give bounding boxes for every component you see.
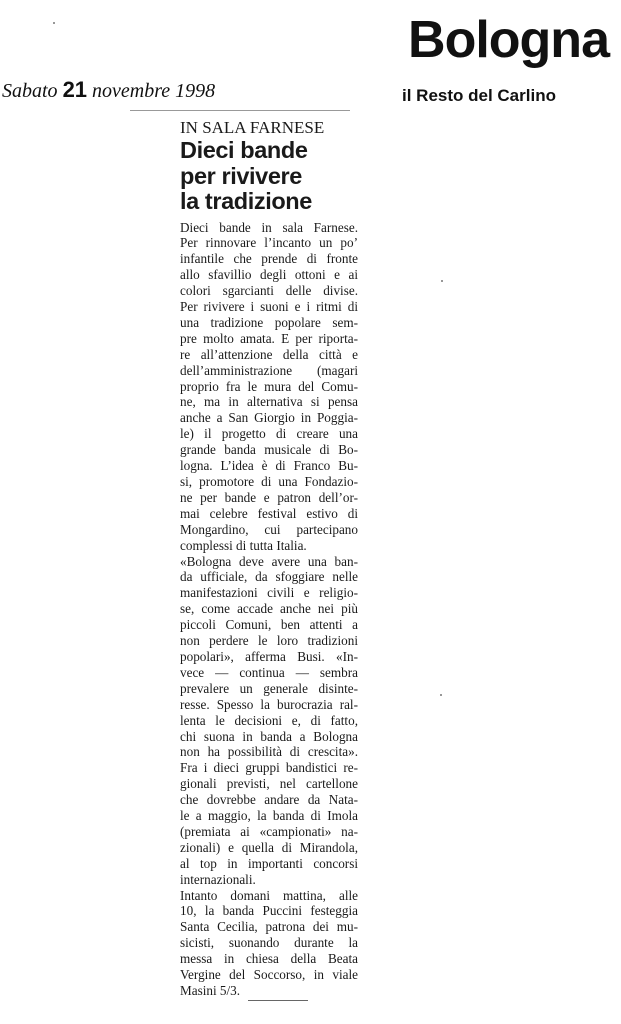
body-line: colori sgarcianti delle divise. [180, 283, 358, 299]
body-line: ne, ma in alternativa si pensa [180, 394, 358, 410]
body-line: dell’amministrazione (magari [180, 362, 358, 378]
dateline-day: 21 [62, 77, 88, 102]
body-line: logna. L’idea è di Franco Bu- [180, 458, 358, 474]
masthead-city: Bologna [408, 11, 609, 69]
scan-speck [441, 280, 443, 282]
body-line: 10, la banda Puccini festeggia [180, 903, 358, 919]
body-line: Per rivivere i suoni e i ritmi di [180, 299, 358, 315]
body-line: Per rinnovare l’incanto un po’ [180, 235, 358, 251]
body-line: grande banda musicale di Bo- [180, 442, 358, 458]
body-line: al top in importanti concorsi [180, 855, 358, 871]
body-line: Santa Cecilia, patrona dei mu- [180, 919, 358, 935]
body-line: da ufficiale, da sfoggiare nelle [180, 569, 358, 585]
body-line: pre molto amata. E per riporta- [180, 330, 358, 346]
article-paragraph [180, 888, 358, 999]
body-line: popolari», afferma Busi. «In- [180, 648, 358, 664]
article-paragraph [180, 220, 358, 554]
dateline [2, 77, 215, 103]
header-rule [130, 110, 350, 111]
dateline-month-year: novembre 1998 [92, 80, 216, 102]
article-kicker: IN SALA FARNESE [180, 118, 325, 137]
body-line: proprio fra le mura del Comu- [180, 378, 358, 394]
body-line: anche a San Giorgio in Poggia- [180, 410, 358, 426]
body-line: manifestazioni civili e religio- [180, 585, 358, 601]
article [180, 118, 358, 999]
body-line: non perdere le loro tradizioni [180, 633, 358, 649]
body-line: se, come accade anche nei più [180, 601, 358, 617]
article-paragraph [180, 554, 358, 888]
headline-line: per rivivere [180, 162, 302, 189]
body-line: Fra i dieci gruppi bandistici re- [180, 760, 358, 776]
body-line: complessi di tutta Italia. [180, 537, 307, 553]
body-line: resse. Spesso la burocrazia ral- [180, 696, 358, 712]
body-line: Vergine del Soccorso, in viale [180, 967, 358, 983]
masthead-paper-name: il Resto del Carlino [402, 86, 556, 105]
footer-rule [248, 1000, 308, 1001]
body-line: (premiata ai «campionati» na- [180, 823, 358, 839]
headline-line: Dieci bande [180, 137, 308, 163]
body-line: le a maggio, la banda di Imola [180, 808, 358, 824]
body-line: si, promotore di una Fondazio- [180, 474, 358, 489]
body-line: infantile che prende di fronte [180, 251, 358, 267]
body-line: non ha possibilità di crescita». [180, 744, 358, 760]
body-line: «Bologna deve avere una ban- [180, 553, 358, 569]
body-line: piccoli Comuni, ben attenti a [180, 617, 358, 633]
body-line: messa in chiesa della Beata [180, 951, 358, 967]
body-line: Intanto domani mattina, alle [180, 887, 358, 903]
headline-line: la tradizione [180, 188, 312, 214]
scan-speck [440, 694, 442, 696]
body-line: lenta le decisioni e, di fatto, [180, 712, 358, 728]
body-line: zionali) e quella di Mirandola, [180, 839, 358, 855]
body-line: prevalere un generale disinte- [180, 680, 358, 696]
dateline-weekday: Sabato [2, 80, 58, 102]
body-line: re all’attenzione della città e [180, 346, 358, 362]
body-line: ne per bande e patron dell’or- [180, 489, 358, 505]
article-headline [180, 138, 358, 215]
body-line: chi suona in banda a Bologna [180, 728, 358, 744]
body-line: vece — continua — sembra [180, 664, 358, 680]
body-line: allo sfavillio degli ottoni e ai [180, 267, 358, 283]
body-line: mai celebre festival estivo di [180, 505, 358, 521]
body-line: Masini 5/3. [180, 983, 241, 998]
body-line: Mongardino, cui partecipano [180, 521, 358, 537]
body-line: che dovrebbe andare da Nata- [180, 792, 358, 808]
scan-speck [53, 22, 55, 24]
body-line: una tradizione popolare sem- [180, 314, 358, 330]
body-line: Dieci bande in sala Farnese. [180, 219, 358, 235]
body-line: le) il progetto di creare una [180, 426, 358, 442]
body-line: internazionali. [180, 871, 256, 887]
body-line: gionali previsti, nel cartellone [180, 776, 358, 792]
body-line: sicisti, suonando durante la [180, 935, 358, 951]
article-body [180, 220, 358, 999]
